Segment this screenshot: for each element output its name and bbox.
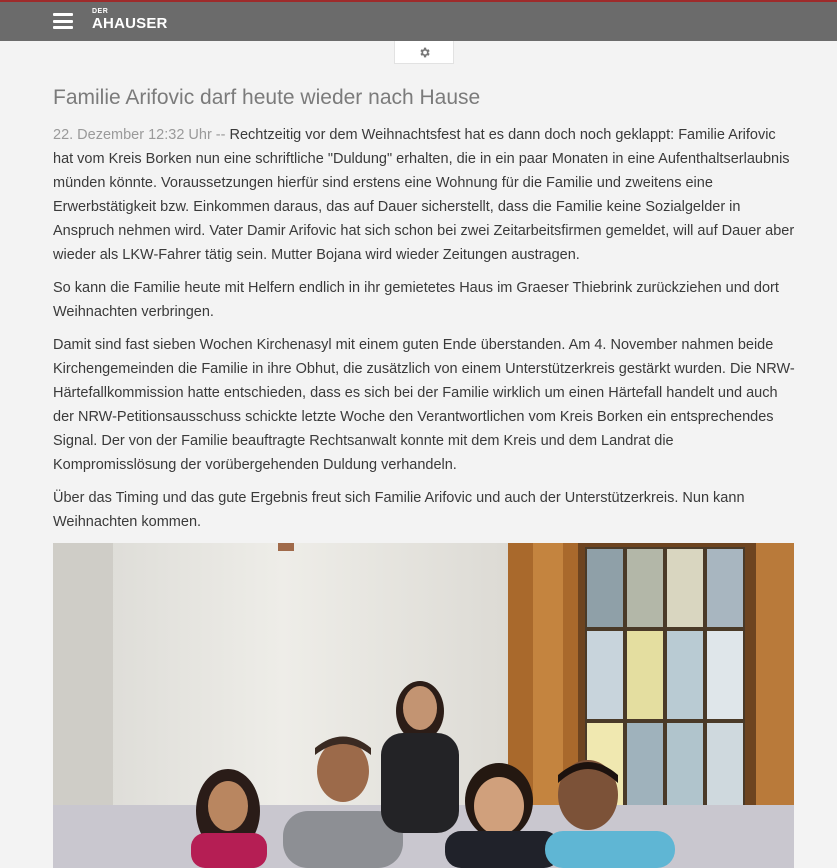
logo-prefix: DER bbox=[92, 8, 109, 15]
article-date: 22. Dezember 12:32 Uhr bbox=[53, 127, 212, 143]
family-photo-illustration bbox=[53, 543, 794, 868]
article-paragraph: Über das Timing und das gute Ergebnis freut sich Familie Arifovic und auch der Unterstützerkreis. Nun kann Weihnachten kommen. bbox=[53, 490, 745, 530]
settings-button[interactable] bbox=[394, 41, 454, 64]
site-logo[interactable] bbox=[92, 8, 168, 32]
article-title: Familie Arifovic darf heute wieder nach Hause bbox=[53, 86, 481, 109]
article-paragraph: Damit sind fast sieben Wochen Kirchenasyl mit einem guten Ende überstanden. Am 4. November nahmen beide Kirchengemeinden die Familie in ihre Obhut, die zusätzlich von einem Unterstützerkreis gestärkt wurden. Die NRW-Härtefallkommission hatte entschieden, dass es sich bei der Familie wirklich um einen Härtefall handelt und auch der NRW-Petitionsausschuss schickte letzte Woche den Verantwortlichen vom Kreis Borken ein entsprechendes Signal. Der von der Familie beauftragte Rechtsanwalt konnte mit dem Kreis und dem Landrat die Kompromisslösung der vorübergehenden Duldung verhandeln. bbox=[53, 337, 795, 473]
article-paragraph: So kann die Familie heute mit Helfern endlich in ihr gemietetes Haus im Graeser Thiebrink zurückziehen und dort Weihnachten verbringen. bbox=[53, 280, 779, 320]
article-paragraph bbox=[53, 123, 795, 267]
article-photo bbox=[53, 543, 794, 868]
top-navigation-bar bbox=[0, 0, 837, 41]
logo-name: AHAUSER bbox=[92, 15, 168, 32]
gear-icon bbox=[418, 46, 431, 59]
paragraph-text: Rechtzeitig vor dem Weihnachtsfest hat es dann doch noch geklappt: Familie Arifovic hat vom Kreis Borken nun eine schriftliche "Duldung" erhalten, die in ein paar Monaten in eine Aufenthaltserlaubnis münden könnte. Voraussetzungen hierfür sind erstens eine Wohnung für die Familie und zweitens eine Erwerbstätigkeit bzw. Einkommen daraus, das auf Dauer sicherstellt, dass die Familie keine Sozialgelder in Anspruch nehmen wird. Vater Damir Arifovic hat sich schon bei zwei Zeitarbeitsfirmen gemeldet, will auf Dauer aber wieder als LKW-Fahrer tätig sein. Mutter Bojana wird wieder Zeitungen austragen. bbox=[53, 127, 795, 263]
article bbox=[53, 84, 795, 543]
hamburger-menu-icon[interactable] bbox=[53, 13, 73, 29]
date-separator: -- bbox=[211, 127, 230, 143]
top-accent-stripe bbox=[0, 0, 837, 2]
